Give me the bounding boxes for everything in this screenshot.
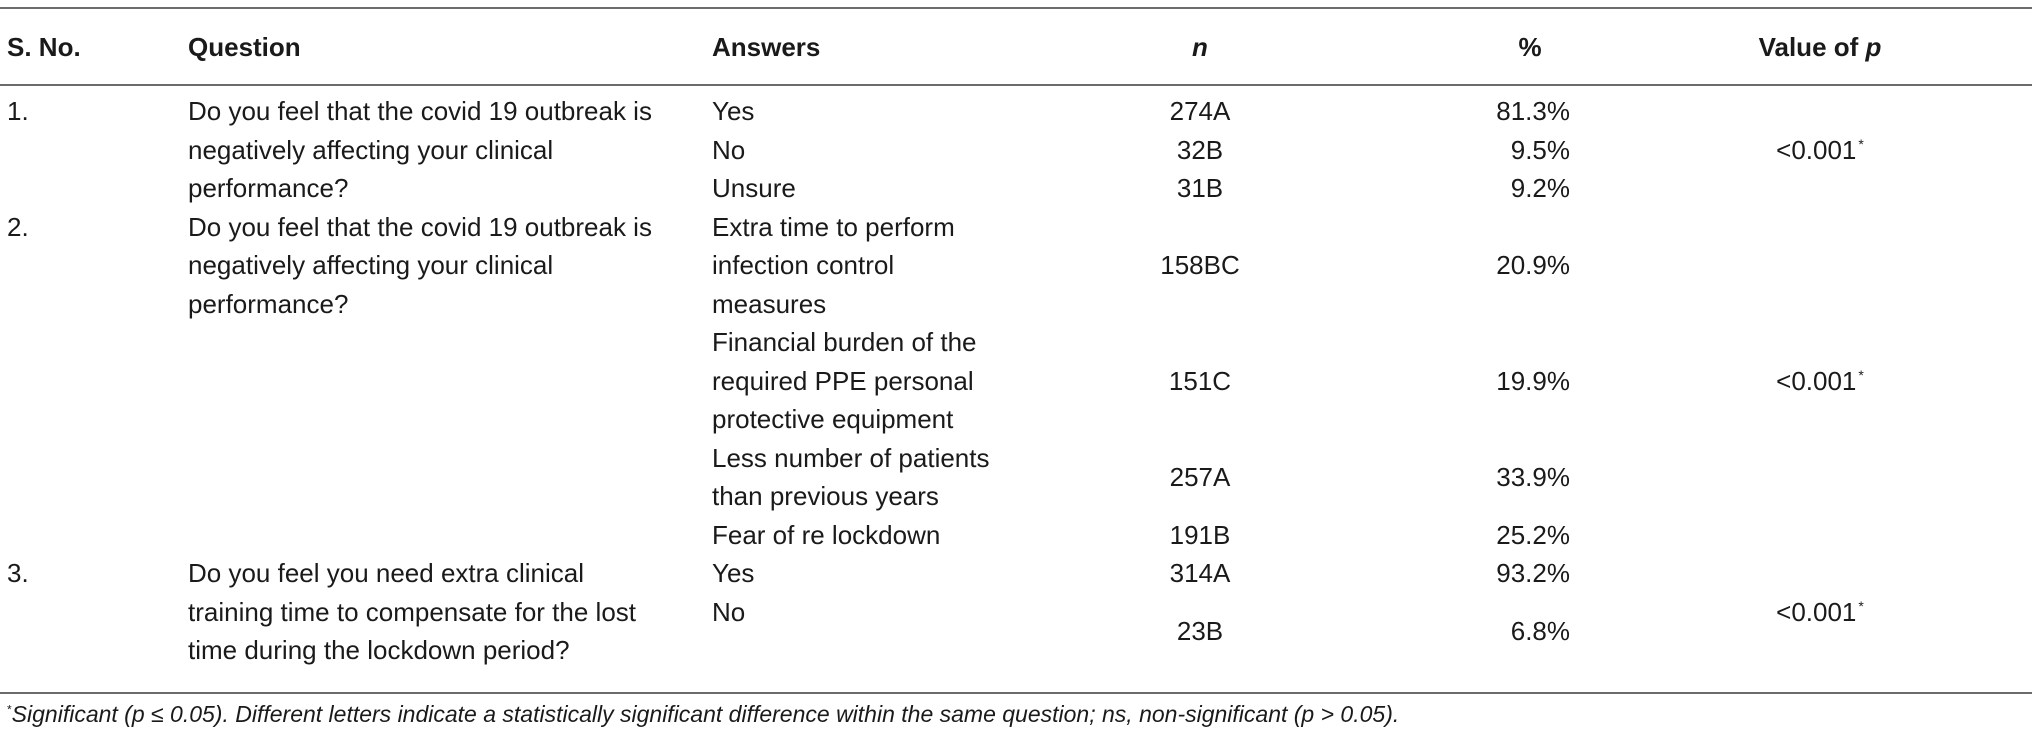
answer-text-line: Yes <box>712 96 755 126</box>
answer-n: 274A <box>1169 96 1231 126</box>
answer-percent: 9.5% <box>1510 134 1570 165</box>
table-bottom-rule <box>0 692 2032 694</box>
answer-text-line: Financial burden of the <box>712 327 977 357</box>
answer-n: 257A <box>1169 461 1231 492</box>
row-question-line: performance? <box>188 173 349 203</box>
pvalue-significance-mark: * <box>1858 597 1864 614</box>
row-question-line: Do you feel that the covid 19 outbreak is <box>188 96 652 126</box>
answer-percent: 33.9% <box>1496 461 1570 492</box>
answer-percent: 9.2% <box>1510 173 1570 203</box>
answer-text-line: No <box>712 134 746 165</box>
answer-n: 23B <box>1176 615 1224 646</box>
row-question-line: negatively affecting your clinical <box>188 250 554 280</box>
row-question-line: performance? <box>188 288 349 319</box>
answer-percent: 20.9% <box>1496 250 1570 280</box>
answer-percent: 81.3% <box>1496 96 1570 126</box>
table-top-rule <box>0 7 2032 9</box>
answer-text-line: Fear of re lockdown <box>712 519 941 550</box>
pvalue-text: <0.001 <box>1776 365 1857 396</box>
footnote-text: Significant (p ≤ 0.05). Different letters indicate a statistically significant difference within the same question; ns, non-significant (p > 0.05). <box>11 701 1400 727</box>
answer-n: 314A <box>1169 558 1231 588</box>
answer-n: 151C <box>1168 365 1232 396</box>
header-sno: S. No. <box>7 32 81 62</box>
header-pvalue-prefix: Value of <box>1758 32 1866 62</box>
answer-text-line: required PPE personal <box>712 365 974 396</box>
answer-text-line: Extra time to perform <box>712 211 955 242</box>
header-n: n <box>1192 32 1208 62</box>
header-pvalue-symbol: p <box>1865 32 1882 62</box>
table-footnote <box>7 699 1399 729</box>
answer-text-line: Less number of patients <box>712 442 990 473</box>
answer-percent: 6.8% <box>1510 615 1570 646</box>
pvalue-text: <0.001 <box>1776 134 1857 165</box>
pvalue-text: <0.001 <box>1776 596 1857 627</box>
row-sno: 3. <box>7 558 29 588</box>
header-question: Question <box>188 32 301 62</box>
row-question-line: Do you feel that the covid 19 outbreak is <box>188 211 652 242</box>
pvalue-significance-mark: * <box>1858 366 1864 383</box>
answer-text-line: No <box>712 596 746 627</box>
answer-percent: 93.2% <box>1496 558 1570 588</box>
row-pvalue <box>1720 362 1920 401</box>
header-percent: % <box>1518 32 1542 62</box>
answer-text-line: infection control <box>712 250 895 280</box>
row-pvalue <box>1720 131 1920 170</box>
answer-text-line: Yes <box>712 558 755 588</box>
row-question-line: training time to compensate for the lost <box>188 596 637 627</box>
header-pvalue <box>1720 30 1920 64</box>
header-answers: Answers <box>712 32 821 62</box>
footnote-mark: * <box>7 702 12 717</box>
row-question-line: Do you feel you need extra clinical <box>188 558 585 588</box>
answer-text-line: Unsure <box>712 173 796 203</box>
table-header-rule <box>0 84 2032 86</box>
answer-percent: 25.2% <box>1496 519 1570 550</box>
row-pvalue <box>1720 593 1920 632</box>
row-sno: 2. <box>7 211 29 242</box>
answer-percent: 19.9% <box>1496 365 1570 396</box>
answer-n: 158BC <box>1160 250 1240 280</box>
row-question-line: negatively affecting your clinical <box>188 134 554 165</box>
answer-n: 31B <box>1176 173 1224 203</box>
answer-n: 191B <box>1169 519 1231 550</box>
answer-text-line: than previous years <box>712 481 939 511</box>
row-sno: 1. <box>7 96 29 126</box>
answer-text-line: protective equipment <box>712 404 954 434</box>
row-question-line: time during the lockdown period? <box>188 635 570 665</box>
pvalue-significance-mark: * <box>1858 135 1864 152</box>
answer-text-line: measures <box>712 288 827 319</box>
answer-n: 32B <box>1176 134 1224 165</box>
